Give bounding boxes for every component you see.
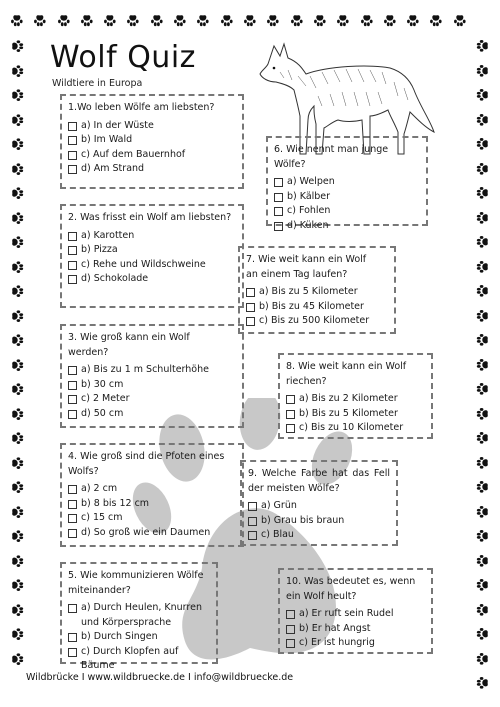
checkbox-icon[interactable]: [68, 410, 77, 419]
checkbox-icon[interactable]: [286, 395, 295, 404]
answer-option[interactable]: d) So groß wie ein Daumen: [68, 526, 236, 541]
answer-option[interactable]: c) Fohlen: [274, 204, 420, 219]
paw-print-icon: [10, 136, 24, 150]
question-box-2: [60, 204, 244, 308]
question-text: 4. Wie groß sind die Pfoten eines Wolfs?: [68, 451, 225, 477]
checkbox-icon[interactable]: [68, 381, 77, 390]
paw-print-icon: [336, 12, 350, 26]
paw-print-icon: [476, 553, 490, 567]
paw-print-icon: [476, 455, 490, 469]
paw-print-icon: [476, 63, 490, 77]
question-text: 10. Was bedeutet es, wenn ein Wolf heult?: [286, 576, 416, 602]
paw-print-icon: [406, 12, 420, 26]
checkbox-icon[interactable]: [248, 517, 257, 526]
paw-print-icon: [476, 259, 490, 273]
paw-print-icon: [476, 675, 490, 689]
checkbox-icon[interactable]: [68, 151, 77, 160]
paw-print-icon: [476, 161, 490, 175]
paw-print-icon: [220, 12, 234, 26]
paw-print-icon: [476, 602, 490, 616]
answer-option[interactable]: c) 2 Meter: [68, 392, 236, 407]
paw-print-icon: [10, 504, 24, 518]
answer-option[interactable]: b) Bis zu 5 Kilometer: [286, 407, 425, 422]
answer-option[interactable]: a) Grün: [248, 499, 390, 514]
checkbox-icon[interactable]: [68, 366, 77, 375]
answer-option[interactable]: b) Grau bis braun: [248, 514, 390, 529]
paw-print-icon: [10, 38, 24, 52]
paw-print-icon: [196, 12, 210, 26]
answer-option[interactable]: d) Am Strand: [68, 162, 236, 177]
checkbox-icon[interactable]: [68, 261, 77, 270]
checkbox-icon[interactable]: [68, 604, 77, 613]
answer-option[interactable]: c) Durch Klopfen auf Bäume: [68, 645, 210, 674]
paw-print-icon: [10, 455, 24, 469]
checkbox-icon[interactable]: [68, 485, 77, 494]
checkbox-icon[interactable]: [68, 136, 77, 145]
question-box-8: [278, 353, 433, 439]
checkbox-icon[interactable]: [68, 232, 77, 241]
paw-print-icon: [243, 12, 257, 26]
paw-print-icon: [476, 626, 490, 640]
answer-option[interactable]: b) Durch Singen: [68, 630, 210, 645]
answer-option[interactable]: a) Durch Heulen, Knurren und Körpersprache: [68, 601, 210, 630]
answer-option[interactable]: a) Bis zu 5 Kilometer: [246, 285, 388, 300]
answer-option[interactable]: b) Im Wald: [68, 133, 236, 148]
question-box-4: [60, 443, 244, 547]
paw-print-icon: [476, 577, 490, 591]
checkbox-icon[interactable]: [68, 514, 77, 523]
checkbox-icon[interactable]: [246, 303, 255, 312]
checkbox-icon[interactable]: [68, 246, 77, 255]
checkbox-icon[interactable]: [248, 531, 257, 540]
paw-print-icon: [453, 12, 467, 26]
paw-print-icon: [10, 185, 24, 199]
question-box-9: [240, 460, 398, 546]
paw-print-icon: [10, 259, 24, 273]
paw-print-icon: [476, 430, 490, 444]
checkbox-icon[interactable]: [68, 165, 77, 174]
answer-option[interactable]: c) Blau: [248, 528, 390, 543]
answer-option[interactable]: b) Pizza: [68, 243, 236, 258]
paw-print-icon: [10, 406, 24, 420]
checkbox-icon[interactable]: [274, 193, 283, 202]
paw-print-icon: [476, 528, 490, 542]
question-box-10: [278, 568, 433, 654]
question-box-5: [60, 562, 218, 671]
page-title: Wolf Quiz: [50, 40, 196, 75]
paw-print-icon: [476, 87, 490, 101]
paw-print-icon: [10, 332, 24, 346]
paw-print-icon: [476, 112, 490, 126]
answer-option[interactable]: c) Bis zu 10 Kilometer: [286, 421, 425, 436]
question-text: 8. Wie weit kann ein Wolf riechen?: [286, 361, 407, 387]
paw-print-icon: [10, 63, 24, 77]
checkbox-icon[interactable]: [68, 122, 77, 131]
paw-print-icon: [476, 234, 490, 248]
answer-option[interactable]: c) 15 cm: [68, 511, 236, 526]
paw-print-icon: [10, 553, 24, 567]
answer-option[interactable]: c) Rehe und Wildschweine: [68, 258, 236, 273]
paw-print-icon: [10, 161, 24, 175]
paw-print-icon: [476, 136, 490, 150]
paw-print-icon: [10, 651, 24, 665]
paw-print-icon: [360, 12, 374, 26]
paw-print-icon: [476, 479, 490, 493]
checkbox-icon[interactable]: [286, 625, 295, 634]
checkbox-icon[interactable]: [286, 424, 295, 433]
checkbox-icon[interactable]: [274, 178, 283, 187]
paw-print-icon: [476, 308, 490, 322]
answer-option[interactable]: b) Er hat Angst: [286, 622, 425, 637]
answer-option[interactable]: b) 8 bis 12 cm: [68, 497, 236, 512]
checkbox-icon[interactable]: [68, 395, 77, 404]
question-text: 6. Wie nennt man junge Wölfe?: [274, 144, 389, 170]
checkbox-icon[interactable]: [68, 275, 77, 284]
footer-text: Wildbrücke I www.wildbruecke.de I info@wildbruecke.de: [26, 672, 294, 683]
question-text: 2. Was frisst ein Wolf am liebsten?: [68, 212, 232, 223]
paw-print-icon: [10, 12, 24, 26]
page-subtitle: Wildtiere in Europa: [52, 78, 143, 89]
question-text: 7. Wie weit kann ein Wolf an einem Tag laufen?: [246, 254, 367, 280]
paw-print-icon: [476, 406, 490, 420]
question-text: 3. Wie groß kann ein Wolf werden?: [68, 332, 190, 358]
paw-print-icon: [33, 12, 47, 26]
checkbox-icon[interactable]: [246, 317, 255, 326]
question-text: 9. Welche Farbe hat das Fell der meisten Wölfe?: [248, 468, 390, 494]
paw-print-icon: [476, 332, 490, 346]
paw-print-icon: [57, 12, 71, 26]
answer-option[interactable]: a) Bis zu 1 m Schulterhöhe: [68, 363, 236, 378]
paw-print-icon: [10, 112, 24, 126]
paw-print-icon: [10, 528, 24, 542]
answer-option[interactable]: a) In der Wüste: [68, 119, 236, 134]
paw-print-icon: [313, 12, 327, 26]
paw-print-icon: [476, 210, 490, 224]
answer-option[interactable]: c) Er ist hungrig: [286, 636, 425, 651]
answer-option[interactable]: b) 30 cm: [68, 378, 236, 393]
question-text: 1.Wo leben Wölfe am liebsten?: [68, 102, 215, 113]
paw-print-icon: [173, 12, 187, 26]
paw-print-icon: [476, 504, 490, 518]
paw-print-icon: [10, 381, 24, 395]
checkbox-icon[interactable]: [68, 500, 77, 509]
answer-option[interactable]: b) Kälber: [274, 190, 420, 205]
checkbox-icon[interactable]: [68, 529, 77, 538]
paw-print-icon: [10, 430, 24, 444]
paw-print-icon: [476, 651, 490, 665]
paw-print-icon: [290, 12, 304, 26]
answer-option[interactable]: a) Welpen: [274, 175, 420, 190]
answer-option[interactable]: a) Karotten: [68, 229, 236, 244]
question-box-7: [238, 246, 396, 334]
answer-option[interactable]: d) Küken: [274, 219, 420, 234]
question-text: 5. Wie kommunizieren Wölfe miteinander?: [68, 570, 204, 596]
question-box-1: [60, 94, 244, 189]
paw-print-icon: [10, 479, 24, 493]
answer-option[interactable]: d) 50 cm: [68, 407, 236, 422]
checkbox-icon[interactable]: [286, 639, 295, 648]
answer-option[interactable]: a) Bis zu 2 Kilometer: [286, 392, 425, 407]
paw-print-icon: [10, 308, 24, 322]
paw-print-icon: [429, 12, 443, 26]
checkbox-icon[interactable]: [274, 207, 283, 216]
paw-print-icon: [10, 357, 24, 371]
answer-option[interactable]: b) Bis zu 45 Kilometer: [246, 300, 388, 315]
checkbox-icon[interactable]: [68, 633, 77, 642]
question-box-3: [60, 324, 244, 428]
paw-print-icon: [476, 381, 490, 395]
checkbox-icon[interactable]: [248, 502, 257, 511]
paw-print-icon: [476, 185, 490, 199]
paw-print-icon: [10, 577, 24, 591]
checkbox-icon[interactable]: [68, 648, 77, 657]
paw-print-icon: [10, 234, 24, 248]
paw-print-icon: [476, 357, 490, 371]
answer-option[interactable]: a) Er ruft sein Rudel: [286, 607, 425, 622]
answer-option[interactable]: c) Bis zu 500 Kilometer: [246, 314, 388, 329]
question-box-6: [266, 136, 428, 231]
paw-print-icon: [150, 12, 164, 26]
answer-option[interactable]: a) 2 cm: [68, 482, 236, 497]
paw-print-icon: [10, 210, 24, 224]
paw-print-icon: [10, 87, 24, 101]
answer-option[interactable]: d) Schokolade: [68, 272, 236, 287]
paw-print-icon: [476, 38, 490, 52]
paw-print-icon: [10, 602, 24, 616]
checkbox-icon[interactable]: [286, 610, 295, 619]
answer-option[interactable]: c) Auf dem Bauernhof: [68, 148, 236, 163]
paw-print-icon: [10, 283, 24, 297]
paw-print-icon: [266, 12, 280, 26]
paw-print-icon: [10, 626, 24, 640]
checkbox-icon[interactable]: [274, 222, 283, 231]
checkbox-icon[interactable]: [286, 410, 295, 419]
checkbox-icon[interactable]: [246, 288, 255, 297]
paw-print-icon: [383, 12, 397, 26]
paw-print-icon: [126, 12, 140, 26]
paw-print-icon: [476, 283, 490, 297]
paw-print-icon: [103, 12, 117, 26]
paw-print-icon: [80, 12, 94, 26]
